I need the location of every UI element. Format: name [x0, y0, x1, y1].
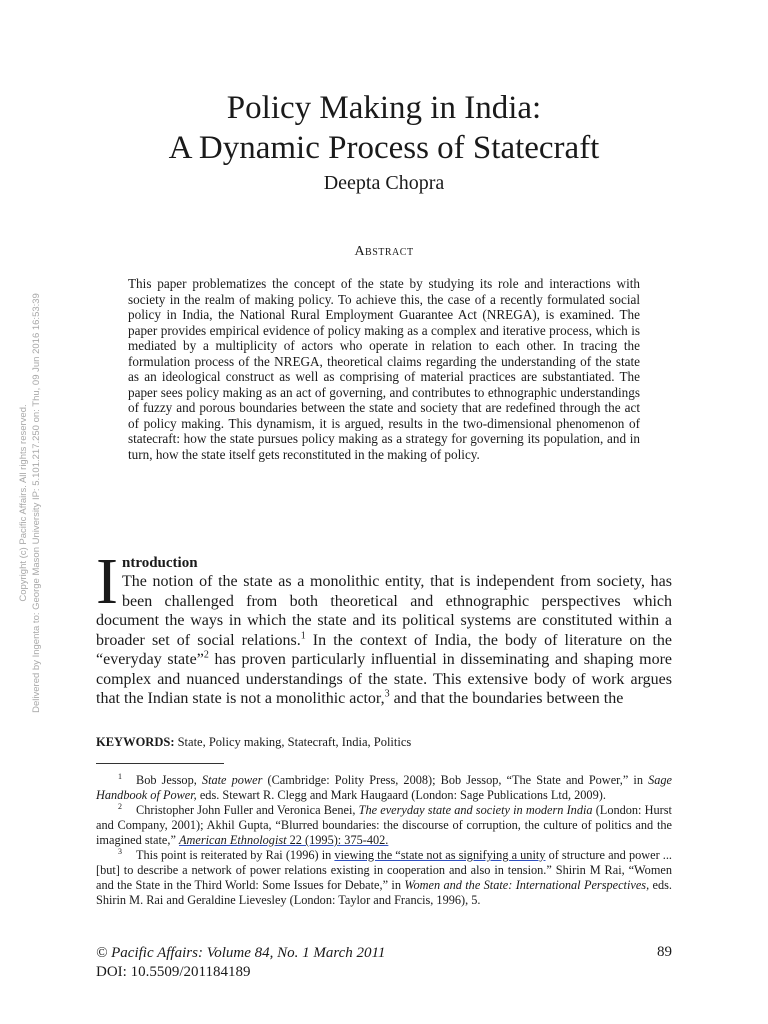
intro-text-1: The notion of the state as a monolithic entity, that is independent from society, has been challenged from both theoretical and ethnographic perspectives which document the ways in which the state and its political systems are constituted within a broader set of social relations. — [96, 573, 672, 649]
footnotes — [96, 773, 672, 908]
footnote-3 — [96, 848, 672, 908]
footnote-2-title-a: The everyday state and society in modern India — [358, 803, 593, 817]
footnote-1-text-b: (Cambridge: Polity Press, 2008); Bob Jessop, “The State and Power,” in — [262, 773, 649, 787]
footnote-2-text-b: (London: Hurst and Company, 2001); Akhil Gupta, “Blurred boundaries: the discourse of corruption, the culture of politics and the imagined state,” — [96, 803, 672, 847]
page-number: 89 — [657, 944, 672, 960]
doi: DOI: 10.5509/201184189 — [96, 964, 251, 980]
author-name: Deepta Chopra — [323, 172, 445, 194]
journal-info: © Pacific Affairs: Volume 84, No. 1 March 2011 — [96, 945, 386, 961]
watermark-delivery: Delivered by Ingenta to: George Mason University IP: 5.101.217.250 on: Thu, 09 Jun 2016 16:53:39 — [31, 293, 42, 713]
paper-title — [0, 88, 768, 168]
intro-text-4: and that the boundaries between the — [389, 690, 624, 707]
footnote-3-text-c: eds. Shirin M. Rai and Geraldine Lievesley (London: Taylor and Francis, 1996), 5. — [96, 878, 672, 907]
footnote-3-title: Women and the State: International Perspectives, — [404, 878, 650, 892]
abstract-heading: Abstract — [354, 244, 414, 259]
footnote-ref-1[interactable]: 1 — [300, 630, 306, 642]
watermark-copyright: Copyright (c) Pacific Affairs. All rights reserved. — [18, 404, 29, 602]
footnote-1 — [96, 773, 672, 803]
footnote-1-text-a: Bob Jessop, — [136, 773, 202, 787]
footnote-2-journal: American Ethnologist — [178, 833, 287, 847]
footnote-2-citation-link[interactable] — [179, 833, 388, 847]
title-block — [0, 88, 768, 195]
introduction-section — [96, 545, 672, 709]
footer-citation — [96, 944, 385, 982]
footnote-number-1: 1 — [118, 771, 122, 781]
footnote-2-text-c: 22 (1995): 375-402. — [286, 833, 389, 847]
introduction-paragraph — [96, 572, 672, 709]
keywords — [96, 735, 411, 750]
intro-text-2: In the context of India, the body of literature on the “everyday state” — [96, 631, 672, 668]
footnote-2 — [96, 803, 672, 848]
footnote-1-title-b: Sage Handbook of Power, — [96, 773, 672, 802]
footnote-number-2: 2 — [118, 801, 122, 811]
footnote-1-text-c: eds. Stewart R. Clegg and Mark Haugaard (London: Sage Publications Ltd, 2009). — [196, 788, 606, 802]
footnote-ref-3[interactable]: 3 — [384, 688, 390, 700]
title-line-1: Policy Making in India: — [226, 90, 542, 126]
footnote-number-3: 3 — [118, 846, 122, 856]
abstract-text: This paper problematizes the concept of the state by studying its role and interactions with society in the realm of making policy. To achieve this, the case of a recently formulated social policy in India, the National Rural Employment Guarantee Act (NREGA), is examined. The paper provides empirical evidence of policy making as a complex and iterative process, which is mediated by a multiplicity of actors who operate in relation to each other. In tracing the formulation process of the NREGA, theoretical claims regarding the understanding of the state as an ideological construct as well as comprising of material practices are substantiated. The paper sees policy making as an act of governing, and contributes to ethnographic understandings of fuzzy and porous boundaries between the state and society that are redefined through the act of policy making. This dynamism, it is argued, results in the two-dimensional phenomenon of statecraft: how the state pursues policy making as a strategy for governing its population, and in turn, how the state itself gets reconstituted in the making of policy. — [128, 276, 640, 462]
footnote-3-text-b: of structure and power ... [but] to describe a network of power relations existing in cooperation and also in tension.” Shirin M Rai, “Women and the State in the Third World: Some Issues for Debate,” in — [96, 848, 673, 892]
intro-text-3: has proven particularly influential in disseminating and shaping more complex and nuanced understandings of the state. This extensive body of work argues that the Indian state is not a monolithic actor, — [96, 651, 672, 707]
dropcap: I — [96, 545, 118, 618]
keywords-text: State, Policy making, Statecraft, India, Politics — [177, 735, 412, 749]
keywords-label: KEYWORDS: — [96, 735, 175, 749]
footnote-3-text-a: This point is reiterated by Rai (1996) in — [136, 848, 335, 862]
footnote-divider — [96, 763, 224, 764]
footnote-3-highlighted-text[interactable]: viewing the “state not as signifying a unity — [334, 848, 546, 862]
watermark — [17, 223, 43, 783]
footnote-2-text-a: Christopher John Fuller and Veronica Benei, — [136, 803, 359, 817]
footnote-1-title-a: State power — [201, 773, 263, 787]
title-line-2: A Dynamic Process of Statecraft — [168, 130, 600, 166]
footnote-ref-2[interactable]: 2 — [203, 649, 209, 661]
introduction-heading: ntroduction — [121, 555, 198, 571]
